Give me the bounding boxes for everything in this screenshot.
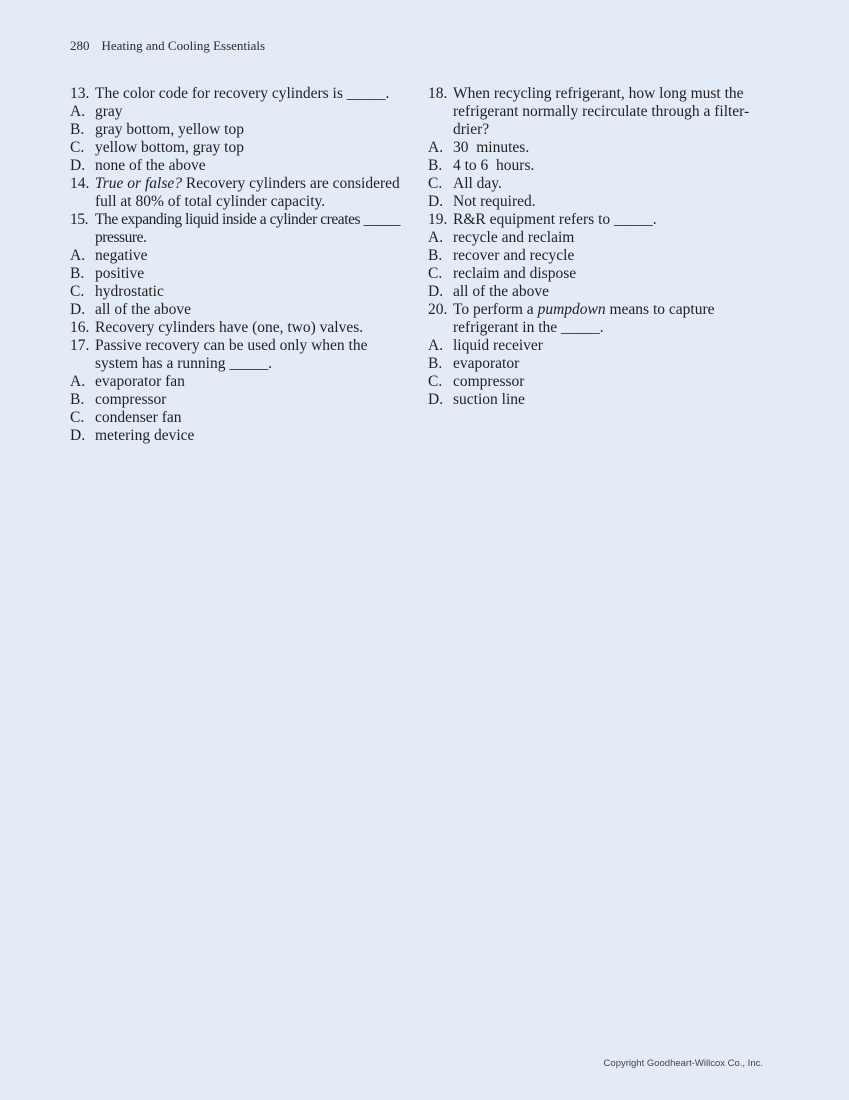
- page-number: 280: [70, 38, 90, 53]
- question-stem: [70, 337, 410, 373]
- question-text: The color code for recovery cylinders is _____.: [95, 85, 390, 102]
- answer-options: [428, 229, 768, 301]
- option-text: compressor: [453, 373, 525, 390]
- question-number: 19.: [428, 211, 448, 228]
- copyright-notice: Copyright Goodheart-Willcox Co., Inc.: [603, 1058, 763, 1069]
- option-text: all of the above: [95, 301, 191, 318]
- question-number: 16.: [70, 319, 90, 336]
- option-c: [70, 409, 410, 427]
- answer-options: [70, 373, 410, 445]
- question-number: 14.: [70, 175, 90, 192]
- answer-options: [70, 247, 410, 319]
- option-b: [428, 355, 768, 373]
- question-number: 18.: [428, 85, 448, 102]
- option-text: positive: [95, 265, 145, 282]
- option-letter: A.: [70, 247, 86, 264]
- answer-options: [428, 139, 768, 211]
- question-14: [70, 175, 410, 211]
- question-stem: [428, 301, 768, 337]
- option-letter: C.: [70, 139, 85, 156]
- option-letter: C.: [70, 409, 85, 426]
- question-text: The expanding liquid inside a cylinder creates _____ pressure.: [95, 211, 401, 246]
- question-18: [428, 85, 768, 211]
- option-letter: B.: [428, 157, 443, 174]
- question-text-before: To perform a: [453, 301, 538, 318]
- option-letter: D.: [428, 391, 444, 408]
- option-c: [428, 373, 768, 391]
- option-text: reclaim and dispose: [453, 265, 577, 282]
- option-letter: C.: [428, 373, 443, 390]
- option-letter: C.: [428, 265, 443, 282]
- option-text: All day.: [453, 175, 502, 192]
- option-letter: D.: [428, 283, 444, 300]
- option-a: [70, 373, 410, 391]
- option-letter: B.: [70, 265, 85, 282]
- option-c: [428, 175, 768, 193]
- option-b: [428, 247, 768, 265]
- option-letter: A.: [428, 139, 444, 156]
- option-text: negative: [95, 247, 148, 264]
- option-text: all of the above: [453, 283, 549, 300]
- option-letter: A.: [428, 229, 444, 246]
- option-c: [70, 139, 410, 157]
- option-d: [70, 301, 410, 319]
- option-text: Not required.: [453, 193, 536, 210]
- option-letter: D.: [428, 193, 444, 210]
- question-stem: [70, 85, 410, 103]
- option-text: recycle and reclaim: [453, 229, 575, 246]
- option-d: [428, 391, 768, 409]
- true-false-label: True or false?: [95, 175, 182, 192]
- question-text: Recovery cylinders have (one, two) valves.: [95, 319, 364, 336]
- question-stem: [70, 211, 410, 247]
- book-title: Heating and Cooling Essentials: [101, 38, 266, 53]
- question-text-after: means to capture refrigerant in the _____.: [453, 301, 715, 336]
- option-letter: C.: [70, 283, 85, 300]
- option-c: [428, 265, 768, 283]
- question-stem: [70, 319, 410, 337]
- question-20: [428, 301, 768, 409]
- option-text: evaporator: [453, 355, 520, 372]
- question-text: Recovery cylinders are considered full at 80% of total cylinder capacity.: [95, 175, 400, 210]
- option-letter: D.: [70, 157, 86, 174]
- option-text: metering device: [95, 427, 195, 444]
- question-stem: [428, 211, 768, 229]
- option-letter: B.: [428, 355, 443, 372]
- answer-options: [70, 103, 410, 175]
- question-19: [428, 211, 768, 301]
- option-text: compressor: [95, 391, 167, 408]
- option-a: [428, 337, 768, 355]
- option-text: gray: [95, 103, 123, 120]
- pumpdown-term: pumpdown: [537, 301, 606, 318]
- option-text: 30 minutes.: [453, 139, 530, 156]
- question-text: R&R equipment refers to _____.: [453, 211, 657, 228]
- option-text: recover and recycle: [453, 247, 575, 264]
- option-letter: A.: [70, 103, 86, 120]
- option-b: [428, 157, 768, 175]
- option-letter: A.: [428, 337, 444, 354]
- option-text: condenser fan: [95, 409, 182, 426]
- option-text: hydrostatic: [95, 283, 164, 300]
- question-15: [70, 211, 410, 319]
- question-16: [70, 319, 410, 337]
- option-text: yellow bottom, gray top: [95, 139, 244, 156]
- option-a: [70, 103, 410, 121]
- option-text: evaporator fan: [95, 373, 185, 390]
- option-text: none of the above: [95, 157, 206, 174]
- question-text: Passive recovery can be used only when the system has a running _____.: [95, 337, 368, 372]
- question-text: When recycling refrigerant, how long must the refrigerant normally recirculate through a filter-drier?: [453, 85, 750, 138]
- question-stem: [428, 85, 768, 139]
- option-d: [70, 157, 410, 175]
- question-number: 15.: [70, 211, 89, 228]
- left-column: [70, 85, 410, 445]
- option-letter: D.: [70, 427, 86, 444]
- option-a: [70, 247, 410, 265]
- option-b: [70, 265, 410, 283]
- option-a: [428, 229, 768, 247]
- answer-options: [428, 337, 768, 409]
- option-text: gray bottom, yellow top: [95, 121, 244, 138]
- option-d: [428, 193, 768, 211]
- option-letter: B.: [428, 247, 443, 264]
- option-d: [428, 283, 768, 301]
- option-letter: C.: [428, 175, 443, 192]
- question-number: 13.: [70, 85, 90, 102]
- question-number: 20.: [428, 301, 448, 318]
- right-column: [428, 85, 768, 409]
- question-13: [70, 85, 410, 175]
- option-b: [70, 121, 410, 139]
- option-text: 4 to 6 hours.: [453, 157, 535, 174]
- question-stem: [70, 175, 410, 211]
- option-b: [70, 391, 410, 409]
- option-letter: D.: [70, 301, 86, 318]
- question-17: [70, 337, 410, 445]
- option-text: liquid receiver: [453, 337, 543, 354]
- running-header: [70, 38, 265, 54]
- option-letter: A.: [70, 373, 86, 390]
- option-d: [70, 427, 410, 445]
- option-letter: B.: [70, 391, 85, 408]
- option-c: [70, 283, 410, 301]
- question-number: 17.: [70, 337, 90, 354]
- option-letter: B.: [70, 121, 85, 138]
- option-a: [428, 139, 768, 157]
- option-text: suction line: [453, 391, 525, 408]
